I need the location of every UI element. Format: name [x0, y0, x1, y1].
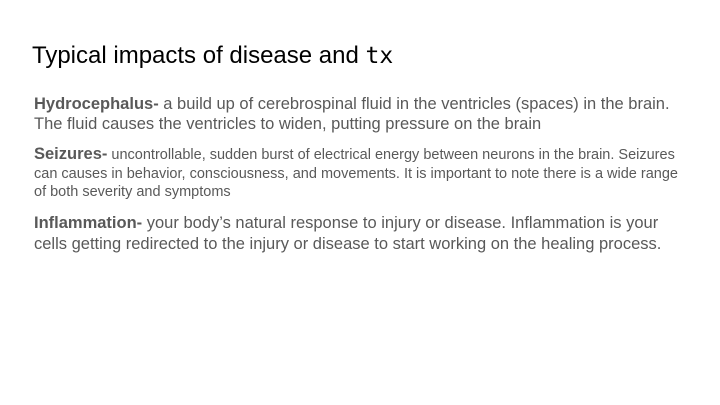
slide-title — [32, 42, 393, 70]
paragraph-inflammation — [34, 213, 694, 255]
slide-title-suffix: tx — [365, 43, 394, 69]
definition-inflammation: your body’s natural response to injury or disease. Inflammation is your cells getting redirected to the injury or disease to start working on the healing process. — [34, 213, 662, 253]
definition-hydrocephalus: a build up of cerebrospinal fluid in the ventricles (spaces) in the brain. The fluid causes the ventricles to widen, putting pressure on the brain — [34, 95, 670, 133]
paragraph-seizures — [34, 145, 694, 202]
slide-body — [34, 94, 694, 255]
term-inflammation: Inflammation- — [34, 213, 143, 232]
term-seizures: Seizures- — [34, 145, 108, 163]
slide-title-main: Typical impacts of disease and — [32, 42, 366, 69]
paragraph-hydrocephalus — [34, 94, 694, 134]
definition-seizures: uncontrollable, sudden burst of electrical energy between neurons in the brain. Seizures can causes in behavior, consciousness, and movements. It is important to note there is a wide range of both severity and symptoms — [34, 147, 678, 200]
term-hydrocephalus: Hydrocephalus- — [34, 95, 159, 113]
